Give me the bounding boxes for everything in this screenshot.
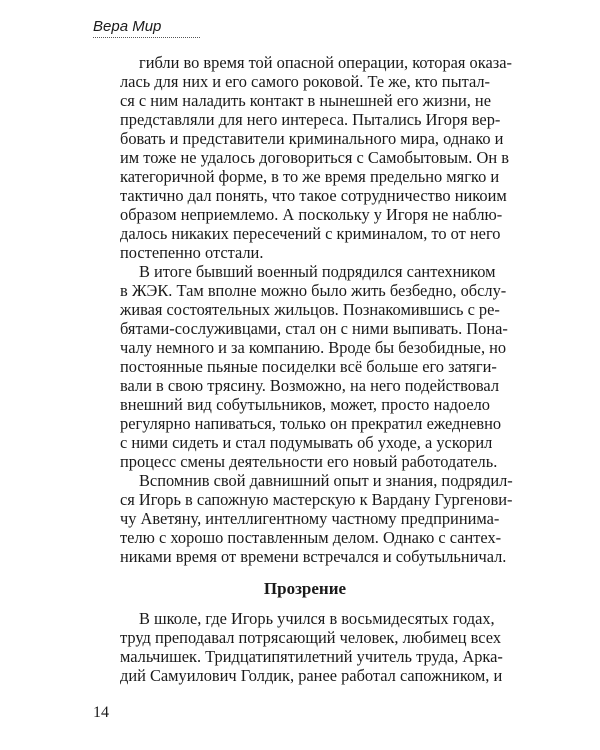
- text-line: в ЖЭК. Там вполне можно было жить безбедно, обслу-: [120, 281, 507, 300]
- text-line: труд преподавал потрясающий человек, любимец всех: [120, 628, 502, 647]
- text-line: далось никаких пересечений с криминалом, то от него: [120, 224, 501, 243]
- page-number: 14: [93, 704, 109, 721]
- text-line: регулярно напиваться, только он прекратил ежедневно: [120, 414, 502, 433]
- text-line: телю с хорошо поставленным делом. Однако с сантех-: [120, 528, 502, 547]
- running-header: Вера Мир: [93, 18, 200, 38]
- text-line: чу Аветяну, интеллигентному частному предпринима-: [120, 509, 500, 528]
- paragraph: [120, 262, 508, 471]
- text-line: лась для них и его самого роковой. Те же, кто пытал-: [120, 72, 491, 91]
- text-line: внешний вид собутыльников, может, просто надоело: [120, 395, 490, 414]
- text-line: мальчишек. Тридцатипятилетний учитель труда, Арка-: [120, 647, 503, 666]
- text-line: представляли для него интереса. Пытались Игоря вер-: [120, 110, 501, 129]
- text-line: постепенно отстали.: [120, 243, 264, 262]
- text-line: ся с ним наладить контакт в нынешней его жизни, не: [120, 91, 491, 110]
- text-line: дий Самуилович Голдик, ранее работал сапожником, и: [120, 666, 503, 685]
- text-line: никами время от времени встречался и собутыльничал.: [120, 547, 507, 566]
- text-line: чалу немного и за компанию. Вроде бы безобидные, но: [120, 338, 507, 357]
- text-line: бовать и представители криминального мира, однако и: [120, 129, 504, 148]
- text-line: В итоге бывший военный подрядился сантехником: [139, 262, 496, 281]
- paragraph: [120, 53, 512, 262]
- text-line: ся Игорь в сапожную мастерскую к Вардану Гургенови-: [120, 490, 513, 509]
- text-line: живая состоятельных жильцов. Познакомившись с ре-: [120, 300, 500, 319]
- text-line: гибли во время той опасной операции, которая оказа-: [139, 53, 512, 72]
- text-line: им тоже не удалось договориться с Самобытовым. Он в: [120, 148, 509, 167]
- text-line: В школе, где Игорь учился в восьмидесятых годах,: [139, 609, 495, 628]
- text-line: тактично дал понять, что такое сотрудничество никоим: [120, 186, 507, 205]
- paragraph: [120, 609, 503, 685]
- text-line: категоричной форме, в то же время предельно мягко и: [120, 167, 500, 186]
- text-line: вали в свою трясину. Возможно, на него подействовал: [120, 376, 500, 395]
- text-line: образом неприемлемо. А поскольку у Игоря не наблю-: [120, 205, 503, 224]
- text-line: постоянные пьяные посиделки всё больше его затяги-: [120, 357, 497, 376]
- paragraph: [120, 471, 513, 566]
- text-line: процесс смены деятельности его новый работодатель.: [120, 452, 498, 471]
- text-line: с ними сидеть и стал подумывать об уходе, а ускорил: [120, 433, 493, 452]
- text-line: бятами-сослуживцами, стал он с ними выпивать. Пона-: [120, 319, 508, 338]
- body-text: [120, 53, 513, 566]
- section-heading: Прозрение: [263, 579, 347, 598]
- section-body-text: [120, 609, 503, 685]
- text-line: Вспомнив свой давнишний опыт и знания, подрядил-: [139, 471, 513, 490]
